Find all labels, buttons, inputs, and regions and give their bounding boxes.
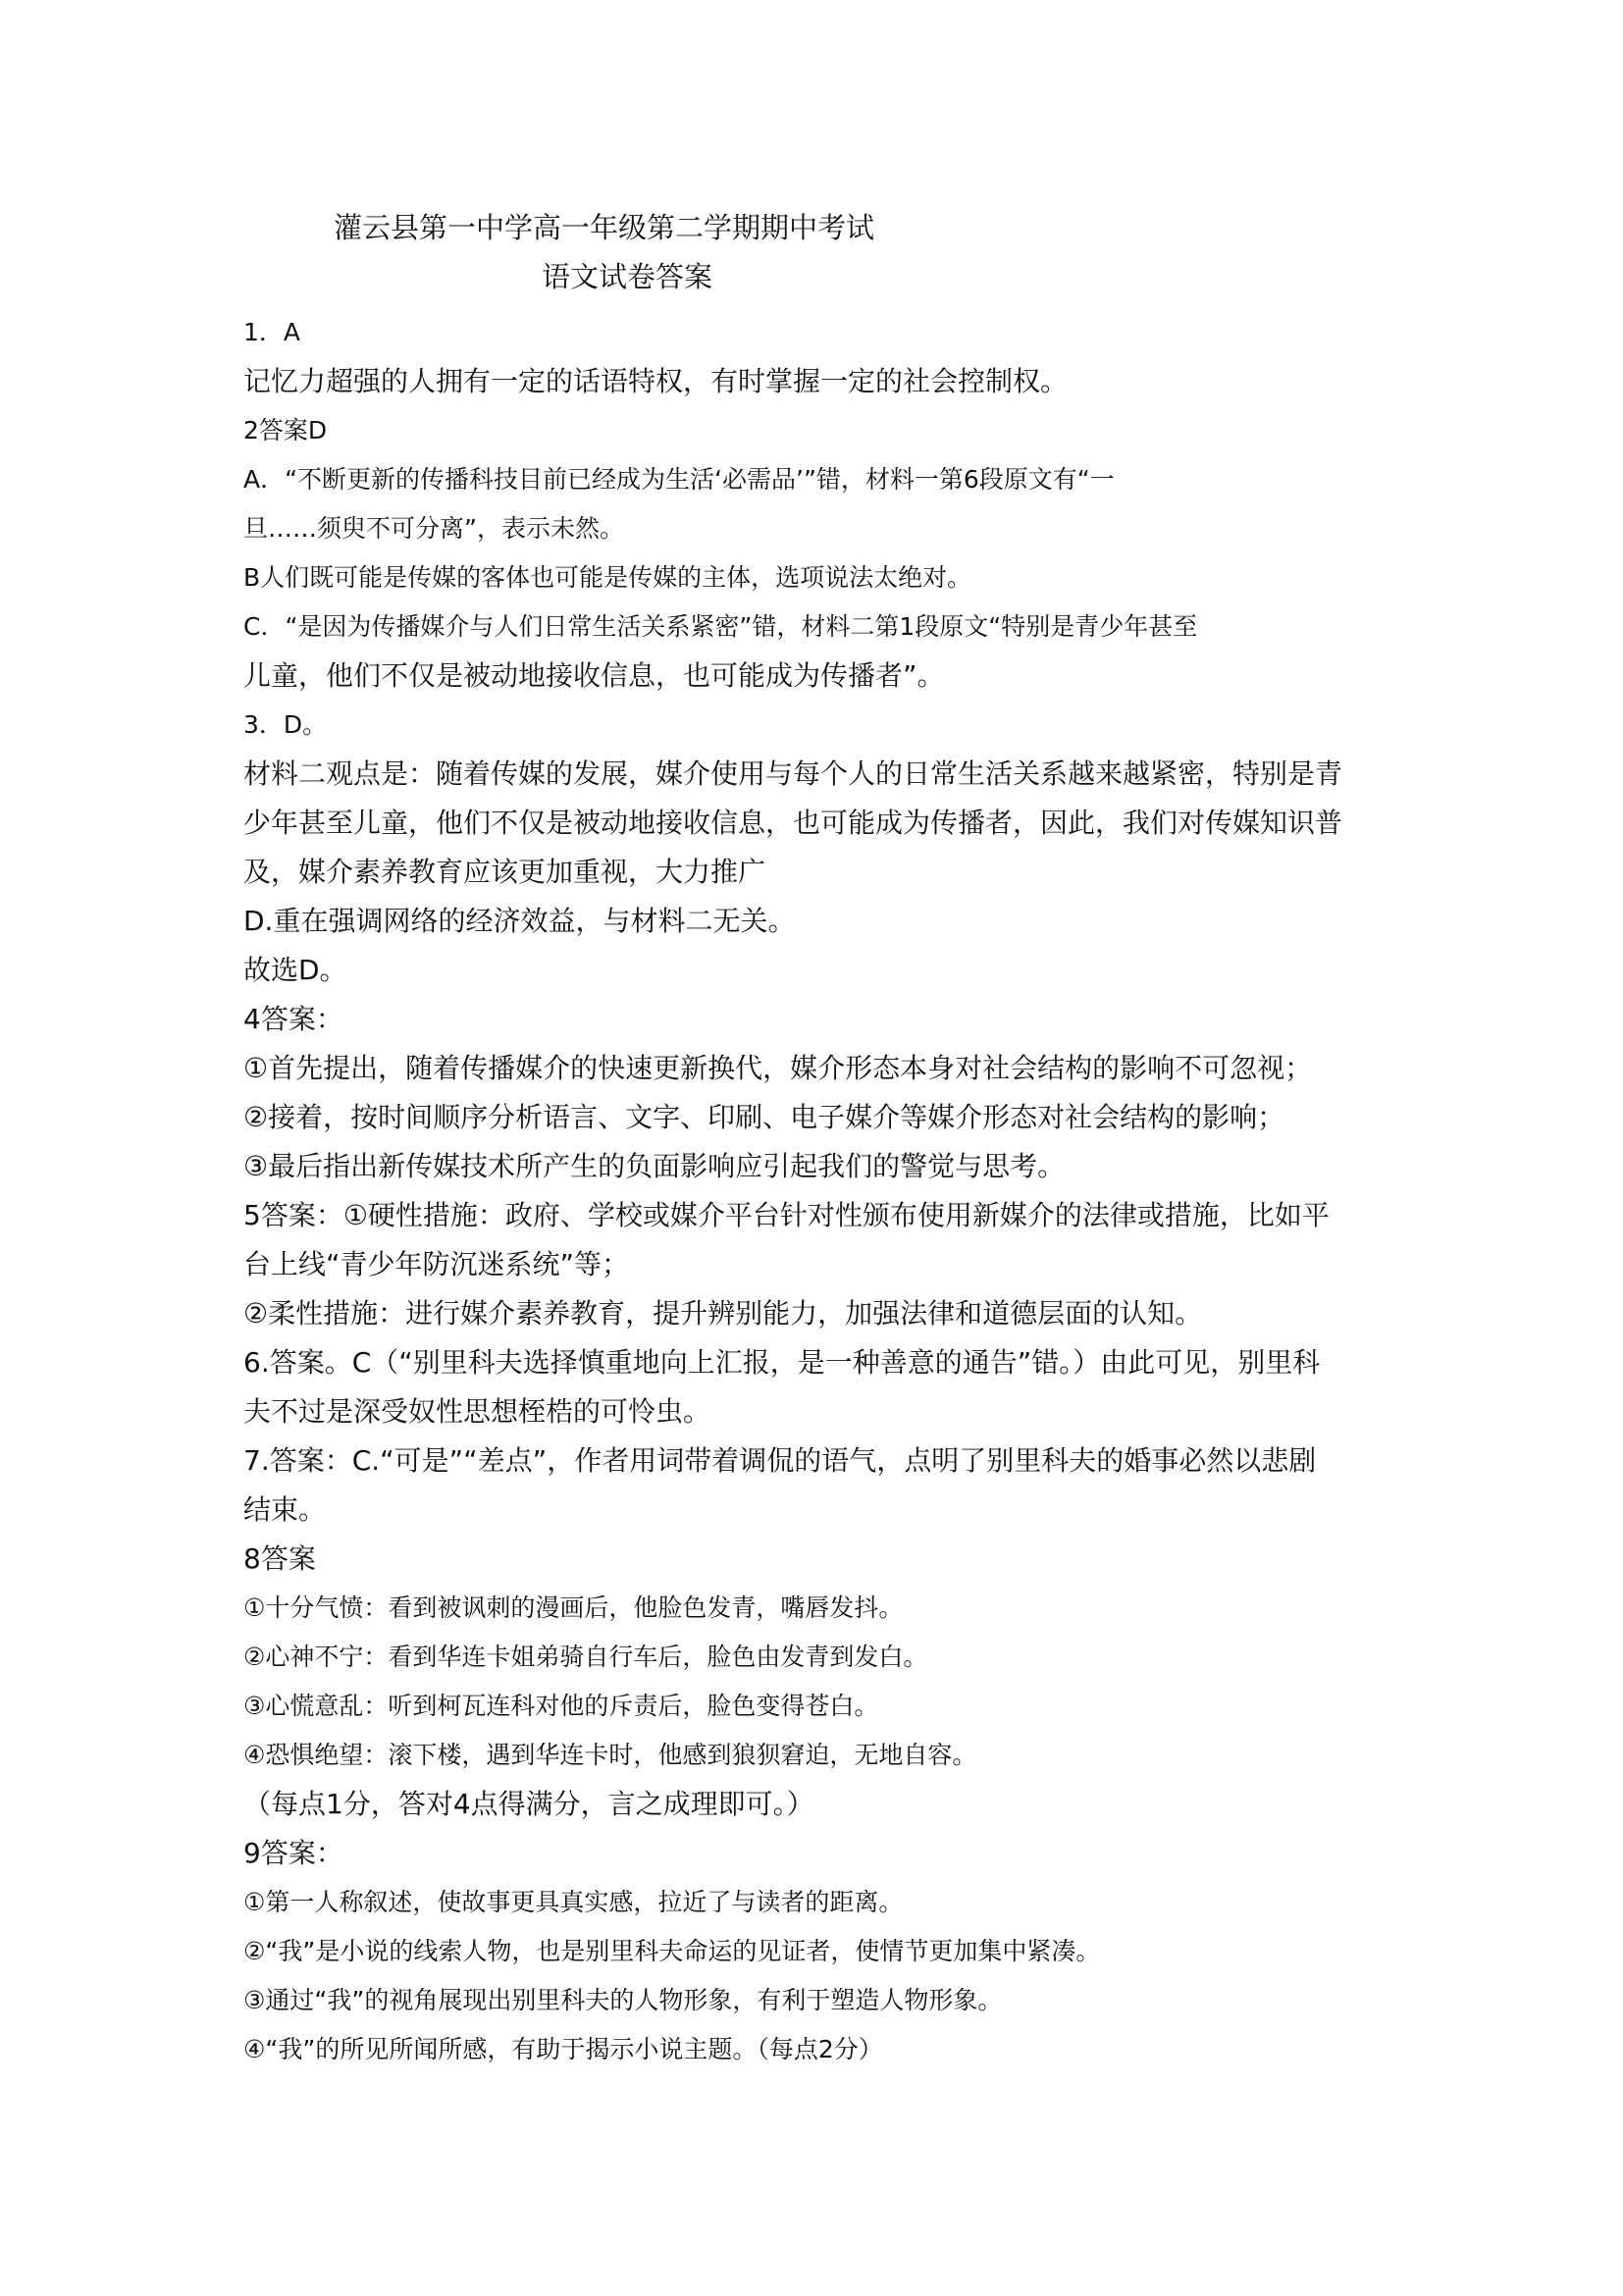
answer-line: 记忆力超强的人拥有一定的话语特权，有时掌握一定的社会控制权。 <box>243 365 1069 397</box>
answer-line: 结束。 <box>243 1493 327 1526</box>
document-title: 灌云县第一中学高一年级第二学期期中考试 <box>334 211 875 244</box>
answer-line: 台上线“青少年防沉迷系统”等； <box>243 1248 630 1280</box>
answer-line: D.重在强调网络的经济效益，与材料二无关。 <box>243 905 796 937</box>
answer-line: ①十分气愤：看到被讽刺的漫画后，他脸色发青，嘴唇发抖。 <box>243 1593 904 1622</box>
answer-line: B人们既可能是传媒的客体也可能是传媒的主体，选项说法太绝对。 <box>243 563 972 592</box>
answer-line: 8答案 <box>243 1542 316 1575</box>
answer-line: 9答案： <box>243 1837 343 1869</box>
answer-line: 材料二观点是：随着传媒的发展，媒介使用与每个人的日常生活关系越来越紧密，特别是青 <box>243 757 1343 790</box>
answer-line: ④恐惧绝望：滚下楼，遇到华连卡时，他感到狼狈窘迫，无地自容。 <box>243 1741 977 1769</box>
answer-line: 夫不过是深受奴性思想桎梏的可怜虫。 <box>243 1395 711 1428</box>
answer-line: 及，媒介素养教育应该更加重视，大力推广 <box>243 856 766 888</box>
answer-line: 6.答案。C（“别里科夫选择慎重地向上汇报，是一种善意的通告”错。）由此可见，别里科 <box>243 1346 1321 1379</box>
answer-line: ①首先提出，随着传播媒介的快速更新换代，媒介形态本身对社会结构的影响不可忽视； <box>243 1052 1313 1084</box>
answer-line: ④“我”的所见所闻所感，有助于揭示小说主题。（每点2分） <box>243 2035 883 2063</box>
answer-line: ②“我”是小说的线索人物，也是别里科夫命运的见证者，使情节更加集中紧凑。 <box>243 1937 1101 1965</box>
answer-line: （每点1分，答对4点得满分，言之成理即可。） <box>243 1788 814 1820</box>
answer-line: 7.答案：C.“可是”“差点”，作者用词带着调侃的语气，点明了别里科夫的婚事必然以悲剧 <box>243 1444 1317 1477</box>
document-subtitle: 语文试卷答案 <box>542 260 713 293</box>
answer-line: A．“不断更新的传播科技目前已经成为生活‘必需品’”错，材料一第6段原文有“一 <box>243 465 1115 494</box>
answer-line: 儿童，他们不仅是被动地接收信息，也可能成为传播者”。 <box>243 659 945 692</box>
answer-line: 4答案： <box>243 1003 343 1035</box>
answer-line: ②心神不宁：看到华连卡姐弟骑自行车后，脸色由发青到发白。 <box>243 1643 928 1671</box>
answer-line: 2答案D <box>243 416 328 444</box>
answer-line: 1．A <box>243 318 301 346</box>
answer-content <box>243 308 1401 2074</box>
answer-line: 3．D。 <box>243 710 328 739</box>
answer-line: 故选D。 <box>243 954 347 986</box>
answer-line: ③通过“我”的视角展现出别里科夫的人物形象，有利于塑造人物形象。 <box>243 1986 1003 2014</box>
answer-line: 5答案：①硬性措施：政府、学校或媒介平台针对性颁布使用新媒介的法律或措施，比如平 <box>243 1199 1330 1231</box>
answer-line: ①第一人称叙述，使故事更具真实感，拉近了与读者的距离。 <box>243 1888 904 1916</box>
answer-line: ②接着，按时间顺序分析语言、文字、印刷、电子媒介等媒介形态对社会结构的影响； <box>243 1101 1285 1133</box>
answer-line: ③最后指出新传媒技术所产生的负面影响应引起我们的警觉与思考。 <box>243 1150 1066 1182</box>
answer-line: ③心慌意乱：听到柯瓦连科对他的斥责后，脸色变得苍白。 <box>243 1692 879 1720</box>
answer-line: 旦……须臾不可分离”，表示未然。 <box>243 514 624 543</box>
answer-line: ②柔性措施：进行媒介素养教育，提升辨别能力，加强法律和道德层面的认知。 <box>243 1297 1203 1330</box>
answer-line: C．“是因为传播媒介与人们日常生活关系紧密”错，材料二第1段原文“特别是青少年甚至 <box>243 612 1198 641</box>
answer-line: 少年甚至儿童，他们不仅是被动地接收信息，也可能成为传播者，因此，我们对传媒知识普 <box>243 807 1343 839</box>
